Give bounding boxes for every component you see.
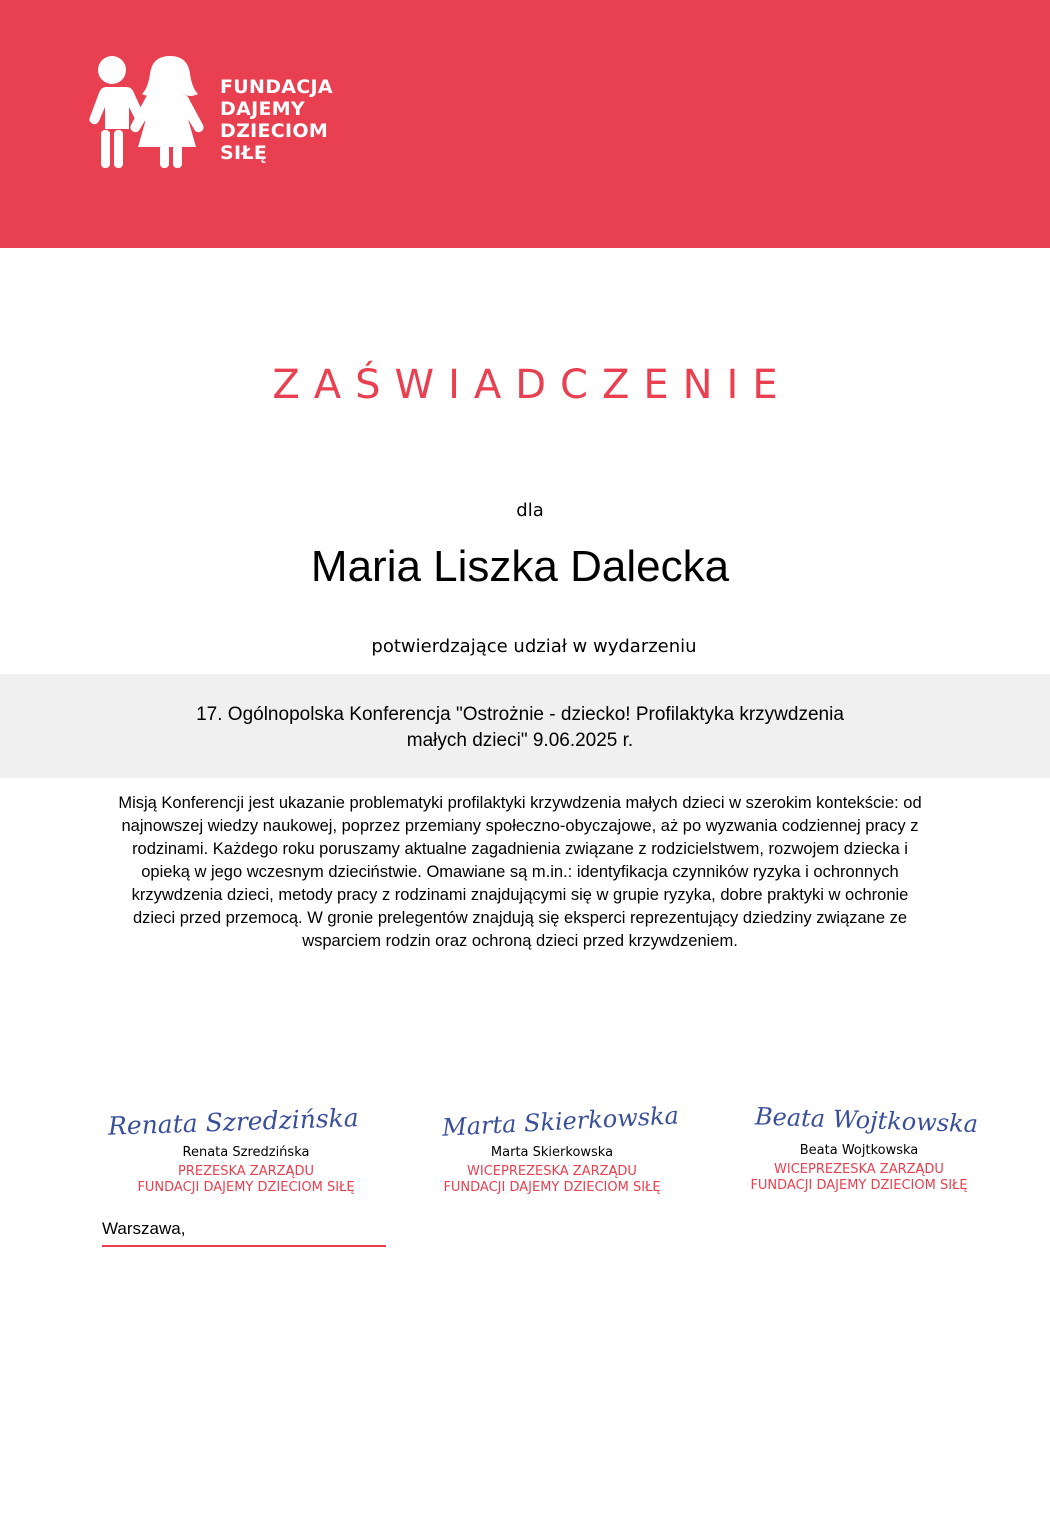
event-title (120, 702, 920, 754)
signatory-name: Marta Skierkowska (490, 1145, 614, 1160)
signatory-role (96, 1164, 396, 1196)
handwritten-signature (96, 1100, 396, 1144)
certificate-title: ZAŚWIADCZENIE (272, 362, 792, 408)
signatory-name: Beata Wojtkowska (799, 1143, 919, 1158)
logo-wordmark (220, 76, 333, 164)
signature-block-president (96, 1100, 396, 1196)
event-title-line-2: małych dzieci" 9.06.2025 r. (406, 730, 634, 751)
date-underline (102, 1245, 386, 1247)
handwritten-signature (709, 1098, 1009, 1142)
children-holding-hands-icon (84, 54, 212, 170)
for-label: dla (516, 500, 544, 521)
signature-block-vice-president-2 (709, 1098, 1009, 1194)
foundation-logo (84, 52, 354, 172)
place-label: Warszawa, (102, 1219, 186, 1238)
svg-text:Renata Szredzińska: Renata Szredzińska (107, 1103, 360, 1141)
signatory-role-line-2: FUNDACJI DAJEMY DZIECIOM SIŁĘ (750, 1178, 968, 1193)
signatory-role-line-2: FUNDACJI DAJEMY DZIECIOM SIŁĘ (443, 1180, 661, 1195)
signature-block-vice-president-1 (402, 1100, 702, 1196)
logo-line-4: SIŁĘ (220, 142, 268, 164)
conference-description: Misją Konferencji jest ukazanie problematyki profilaktyki krzywdzenia małych dzieci w szerokim kontekście: od najnowszej wiedzy naukowej, poprzez przemiany społeczno-obyczajowe, aż po wyzwania codziennej pracy z rodzinami. Każdego roku poruszamy aktualne zagadnienia związane z rodzicielstwem, rozwojem dziecka i opieką w jego wczesnym dzieciństwie. Omawiane są m.in.: identyfikacja czynników ryzyka i ochronnych krzywdzenia dzieci, metody pracy z rodzinami znajdującymi się w grupie ryzyka, dobre praktyki w ochronie dzieci przed przemocą. W gronie prelegentów znajdują się eksperci reprezentujący dziedziny związane ze wsparciem rodzin oraz ochroną dzieci przed krzywdzeniem. (118, 794, 922, 950)
signatory-role (402, 1164, 702, 1196)
logo-line-3: DZIECIOM (220, 120, 329, 142)
recipient-name: Maria Liszka Dalecka (310, 542, 730, 591)
svg-text:Beata Wojtkowska: Beata Wojtkowska (754, 1102, 979, 1139)
event-title-line-1: 17. Ogólnopolska Konferencja "Ostrożnie - dziecko! Profilaktyka krzywdzenia (196, 704, 844, 725)
header-band (0, 0, 1050, 248)
signatory-role-line-1: PREZESKA ZARZĄDU (178, 1164, 314, 1179)
signatory-role-line-1: WICEPREZESKA ZARZĄDU (774, 1162, 944, 1177)
signatory-name: Renata Szredzińska (182, 1145, 310, 1160)
event-band (0, 674, 1050, 778)
logo-line-2: DAJEMY (220, 98, 305, 120)
signatory-role (709, 1162, 1009, 1194)
confirmation-text: potwierdzające udział w wydarzeniu (371, 636, 697, 657)
logo-line-1: FUNDACJA (220, 76, 333, 98)
handwritten-signature (402, 1100, 702, 1144)
svg-text:Marta Skierkowska: Marta Skierkowska (441, 1101, 680, 1142)
signatory-role-line-2: FUNDACJI DAJEMY DZIECIOM SIŁĘ (137, 1180, 355, 1195)
signatory-role-line-1: WICEPREZESKA ZARZĄDU (467, 1164, 637, 1179)
